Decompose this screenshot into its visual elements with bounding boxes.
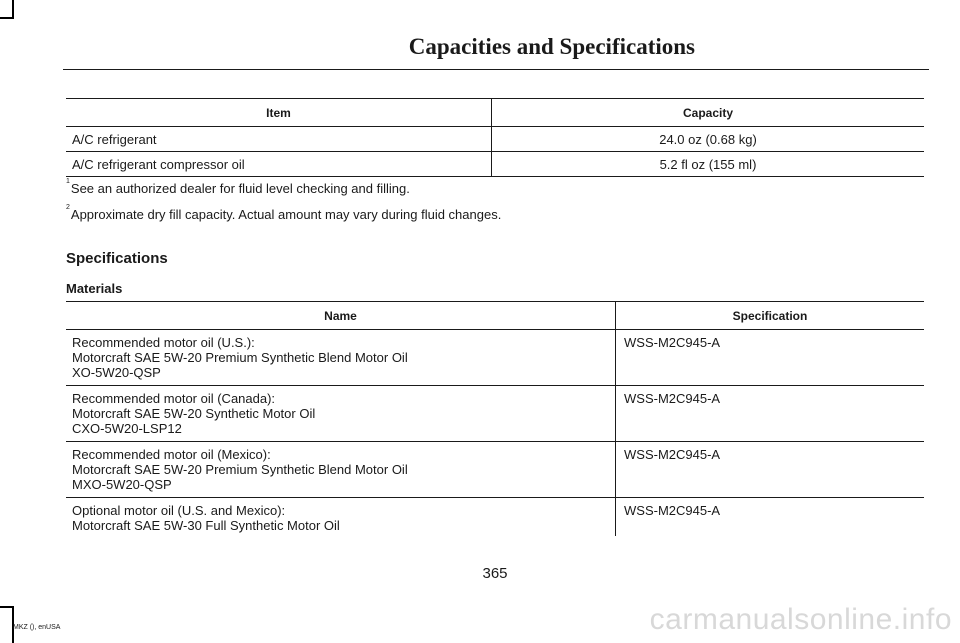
column-header-name: Name — [66, 302, 616, 330]
crop-mark-top-left-vertical — [12, 0, 14, 18]
material-name-cell — [66, 386, 616, 442]
table-row — [66, 386, 924, 442]
material-name-cell — [66, 330, 616, 386]
footnote-mark: 2 — [66, 204, 70, 211]
item-cell: A/C refrigerant — [66, 127, 492, 152]
column-header-item: Item — [66, 99, 492, 127]
materials-heading: Materials — [66, 281, 123, 296]
specifications-heading: Specifications — [66, 250, 168, 267]
capacity-cell: 5.2 fl oz (155 ml) — [492, 152, 925, 177]
table-row — [66, 498, 924, 536]
watermark: carmanualsonline.info — [649, 603, 952, 636]
material-name-line: Optional motor oil (U.S. and Mexico): — [72, 503, 286, 518]
specification-cell: WSS-M2C945-A — [616, 386, 925, 442]
footnote-1 — [66, 178, 410, 196]
capacities-table — [66, 98, 924, 177]
material-name-line: Recommended motor oil (Canada): — [72, 391, 276, 406]
table-row — [66, 442, 924, 498]
specification-cell: WSS-M2C945-A — [616, 330, 925, 386]
footnote-text: See an authorized dealer for fluid level checking and filling. — [70, 181, 410, 196]
material-name-line: XO-5W20-QSP — [72, 365, 161, 380]
material-name-line: Motorcraft SAE 5W-20 Premium Synthetic Blend Motor Oil — [72, 350, 408, 365]
material-name-cell — [66, 498, 616, 536]
material-name-line: Motorcraft SAE 5W-20 Premium Synthetic Blend Motor Oil — [72, 462, 408, 477]
title-rule — [63, 69, 929, 70]
table-row — [66, 127, 924, 152]
material-name-line: MXO-5W20-QSP — [72, 477, 172, 492]
footnote-2 — [66, 204, 502, 222]
material-name-line: Motorcraft SAE 5W-30 Full Synthetic Motor Oil — [72, 518, 340, 533]
materials-table — [66, 301, 924, 536]
item-cell: A/C refrigerant compressor oil — [66, 152, 492, 177]
page-title: Capacities and Specifications — [408, 34, 695, 59]
material-name-line: Recommended motor oil (Mexico): — [72, 447, 271, 462]
footnote-mark: 1 — [66, 178, 70, 185]
column-header-specification: Specification — [616, 302, 925, 330]
column-header-capacity: Capacity — [492, 99, 925, 127]
crop-mark-top-left-horizontal — [0, 17, 14, 19]
footer-code: MKZ (), enUSA — [13, 624, 61, 631]
table-header-row — [66, 302, 924, 330]
footnote-text: Approximate dry fill capacity. Actual amount may vary during fluid changes. — [70, 207, 502, 222]
specification-cell: WSS-M2C945-A — [616, 498, 925, 536]
material-name-line: CXO-5W20-LSP12 — [72, 421, 182, 436]
material-name-cell — [66, 442, 616, 498]
specification-cell: WSS-M2C945-A — [616, 442, 925, 498]
material-name-line: Recommended motor oil (U.S.): — [72, 335, 255, 350]
crop-mark-bottom-left-horizontal — [0, 606, 14, 608]
page-number: 365 — [482, 565, 508, 582]
table-header-row — [66, 99, 924, 127]
table-row — [66, 152, 924, 177]
table-row — [66, 330, 924, 386]
capacity-cell: 24.0 oz (0.68 kg) — [492, 127, 925, 152]
material-name-line: Motorcraft SAE 5W-20 Synthetic Motor Oil — [72, 406, 316, 421]
